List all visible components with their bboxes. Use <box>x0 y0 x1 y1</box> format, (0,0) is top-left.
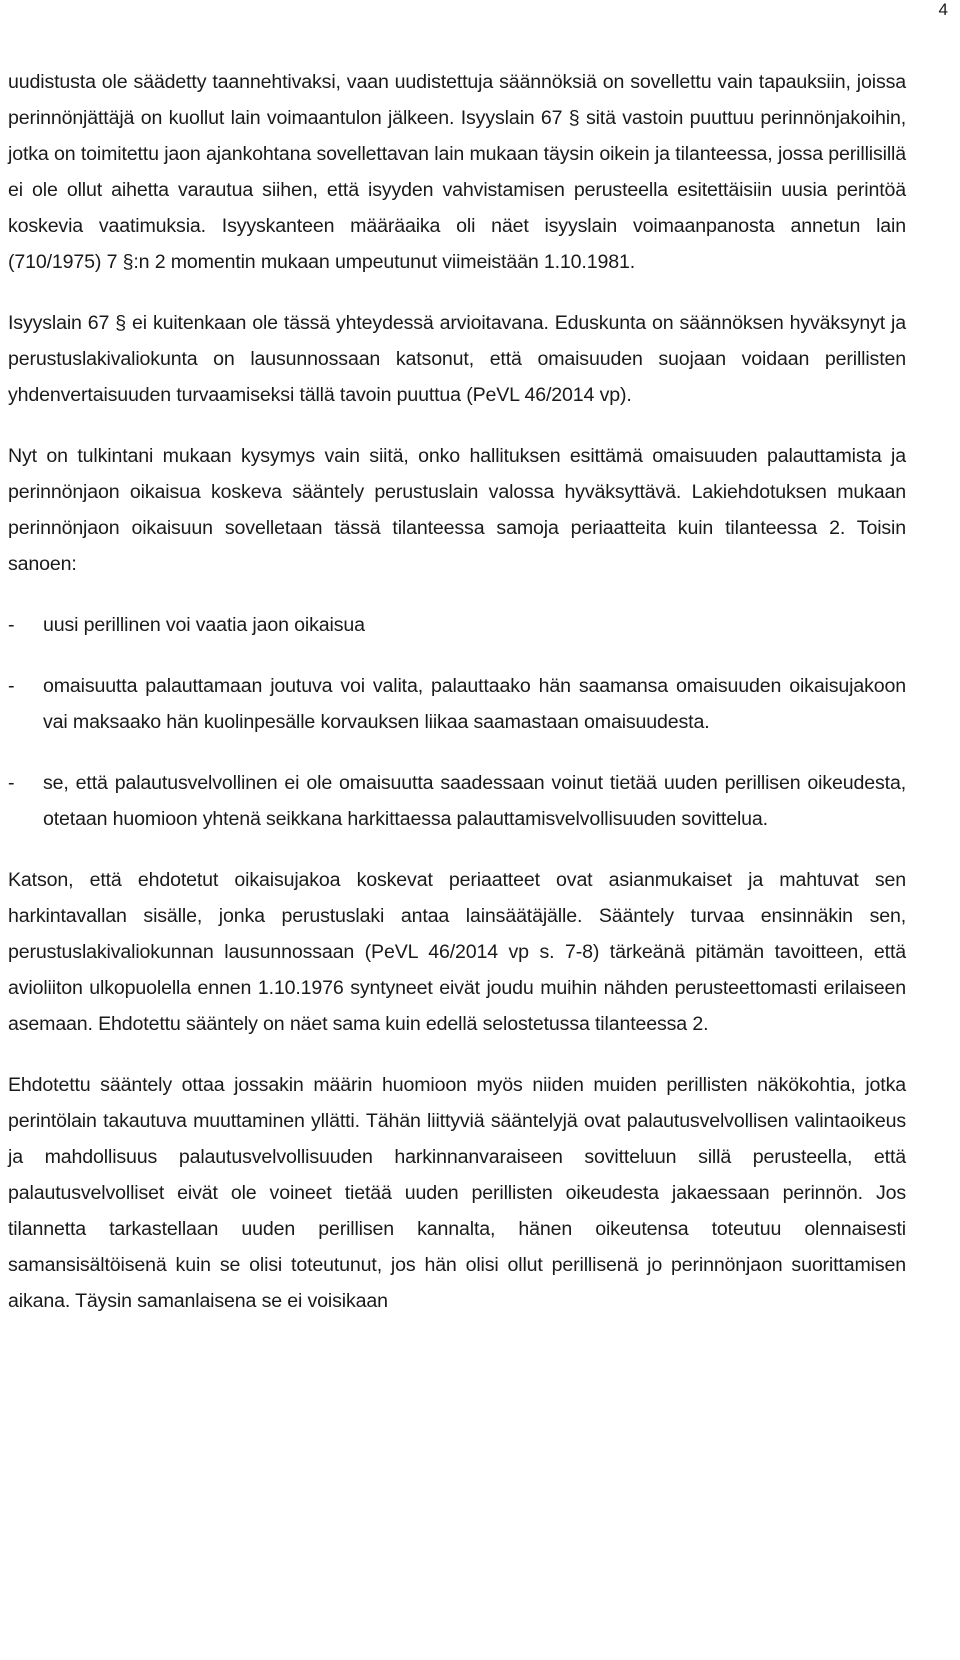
paragraph-5: Ehdotettu sääntely ottaa jossakin määrin huomioon myös niiden muiden perillisten näkökohtia, jotka perintölain takautuva muuttaminen yllätti. Tähän liittyviä sääntelyjä ovat palautusvelvollisen valintaoikeus ja mahdollisuus palautusvelvollisuuden harkinnanvaraiseen sovitteluun sillä perusteella, että palautusvelvolliset eivät ole voineet tietää uuden perillisten oikeudesta jakaessaan perinnön. Jos tilannetta tarkastellaan uuden perillisen kannalta, hänen oikeutensa toteutuu olennaisesti samansisältöisenä kuin se olisi toteutunut, jos hän olisi ollut perillisenä jo perinnönjaon suorittamisen aikana. Täysin samanlaisena se ei voisikaan <box>8 1074 906 1312</box>
list-dash: - <box>8 614 15 636</box>
list-item <box>8 607 906 643</box>
list-dash: - <box>8 772 15 794</box>
page-number: 4 <box>938 0 948 19</box>
paragraph-3: Nyt on tulkintani mukaan kysymys vain siitä, onko hallituksen esittämä omaisuuden palauttamista ja perinnönjaon oikaisua koskeva sääntely perustuslain valossa hyväksyttävä. Lakiehdotuksen mukaan perinnönjaon oikaisuun sovelletaan tässä tilanteessa samoja periaatteita kuin tilanteessa 2. Toisin sanoen: <box>8 445 906 575</box>
list-item-text: omaisuutta palauttamaan joutuva voi valita, palauttaako hän saamansa omaisuuden oikaisujakoon vai maksaako hän kuolinpesälle korvauksen liikaa saamastaan omaisuudesta. <box>43 675 906 733</box>
paragraph-2: Isyyslain 67 § ei kuitenkaan ole tässä yhteydessä arvioitavana. Eduskunta on säännöksen hyväksynyt ja perustuslakivaliokunta on lausunnossaan katsonut, että omaisuuden suojaan voidaan perillisten yhdenvertaisuuden turvaamiseksi tällä tavoin puuttua (PeVL 46/2014 vp). <box>8 312 906 406</box>
document-body <box>8 64 906 1319</box>
list-item <box>8 668 906 740</box>
list-item-text: se, että palautusvelvollinen ei ole omaisuutta saadessaan voinut tietää uuden perillisen oikeudesta, otetaan huomioon yhtenä seikkana harkittaessa palauttamisvelvollisuuden sovittelua. <box>43 772 906 830</box>
paragraph-4: Katson, että ehdotetut oikaisujakoa koskevat periaatteet ovat asianmukaiset ja mahtuvat sen harkintavallan sisälle, jonka perustuslaki antaa lainsäätäjälle. Sääntely turvaa ensinnäkin sen, perustuslakivaliokunnan lausunnossaan (PeVL 46/2014 vp s. 7-8) tärkeänä pitämän tavoitteen, että avioliiton ulkopuolella ennen 1.10.1976 syntyneet eivät joudu muihin nähden perusteettomasti erilaiseen asemaan. Ehdotettu sääntely on näet sama kuin edellä selostetussa tilanteessa 2. <box>8 869 906 1035</box>
paragraph-1: uudistusta ole säädetty taannehtivaksi, vaan uudistettuja säännöksiä on sovellettu vain tapauksiin, joissa perinnönjättäjä on kuollut lain voimaantulon jälkeen. Isyyslain 67 § sitä vastoin puuttuu perinnönjakoihin, jotka on toimitettu jaon ajankohtana sovellettavan lain mukaan täysin oikein ja tilanteessa, jossa perillisillä ei ole ollut aihetta varautua siihen, että isyyden vahvistamisen perusteella esitettäisiin uusia perintöä koskevia vaatimuksia. Isyyskanteen määräaika oli näet isyyslain voimaanpanosta annetun lain (710/1975) 7 §:n 2 momentin mukaan umpeutunut viimeistään 1.10.1981. <box>8 71 906 273</box>
list-dash: - <box>8 675 15 697</box>
list-item <box>8 765 906 837</box>
list-item-text: uusi perillinen voi vaatia jaon oikaisua <box>43 614 365 636</box>
